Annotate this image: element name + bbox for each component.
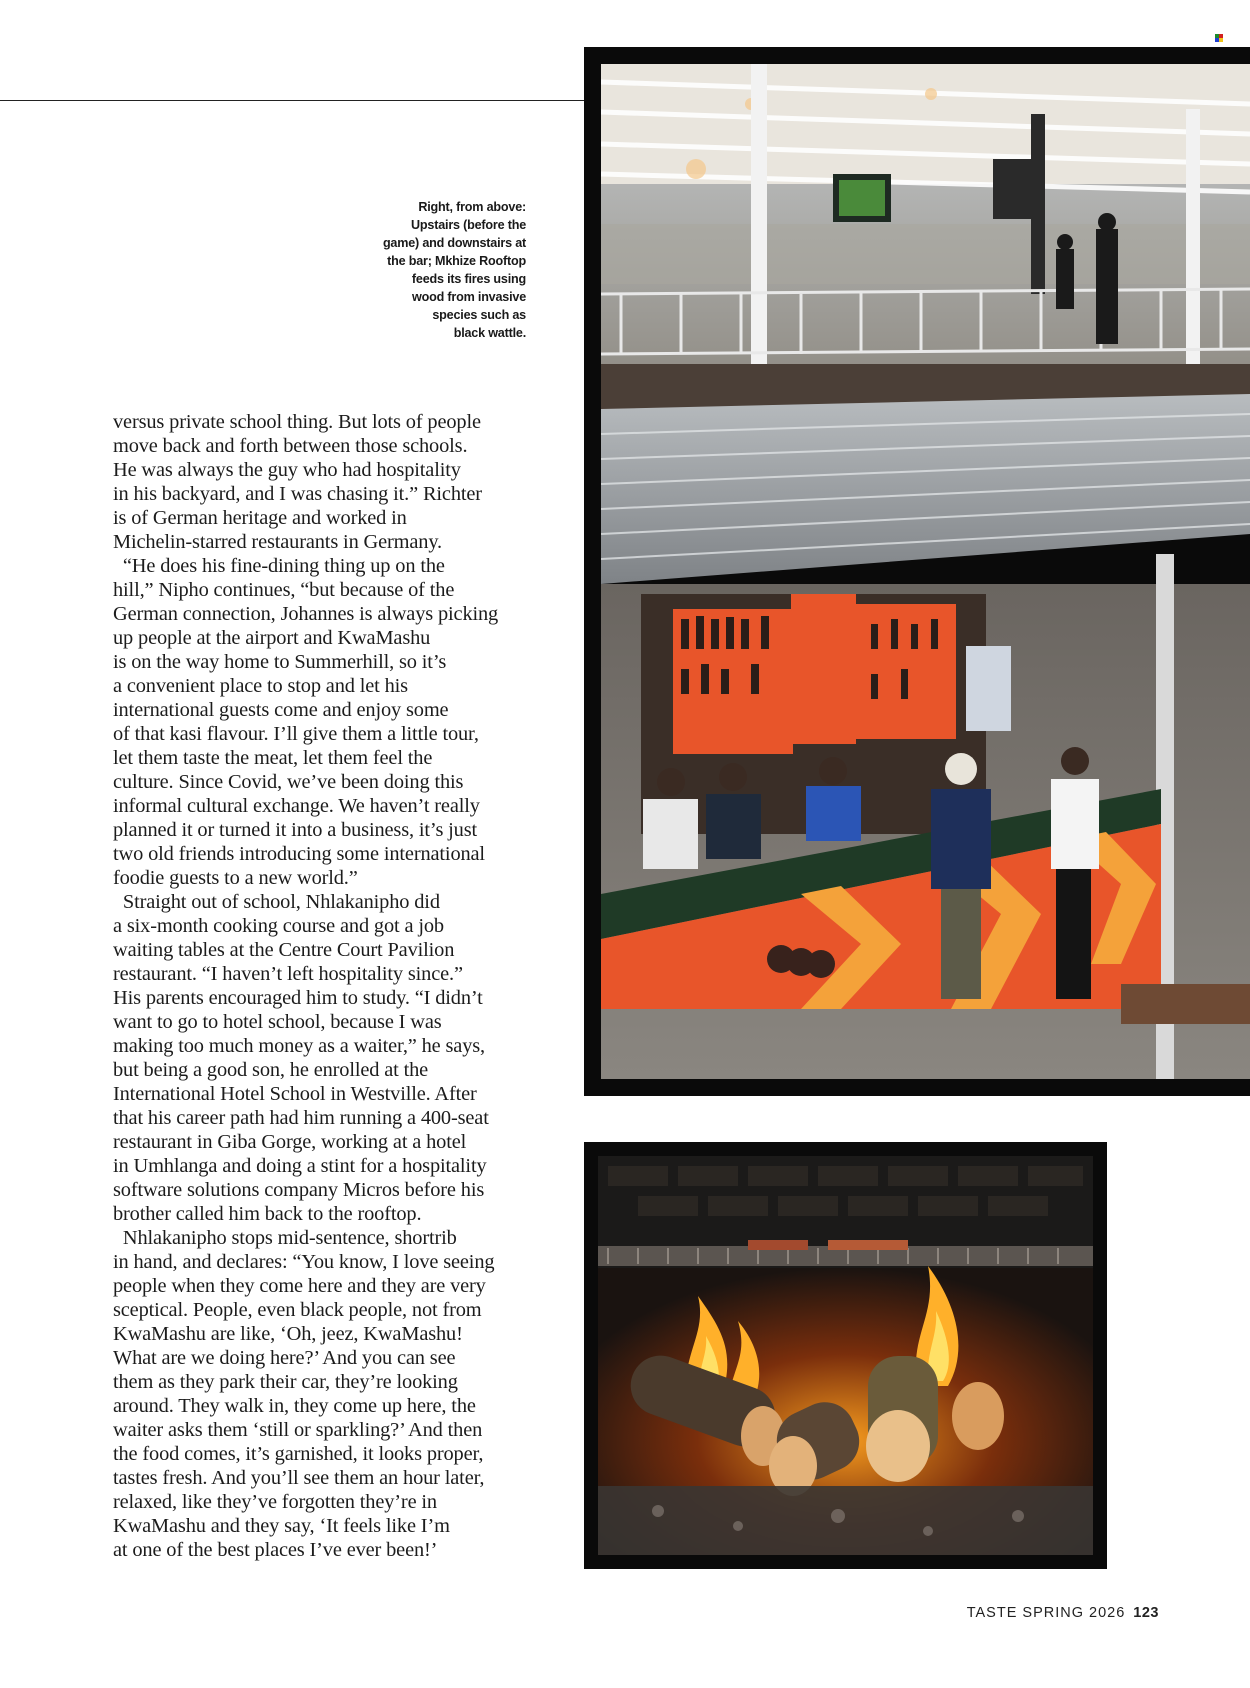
article-line: two old friends introducing some international (113, 843, 485, 865)
article-line: Straight out of school, Nhlakanipho did (113, 891, 440, 913)
article-line: move back and forth between those schools. (113, 435, 468, 457)
article-line: is of German heritage and worked in (113, 507, 407, 529)
article-line: culture. Since Covid, we’ve been doing this (113, 771, 464, 793)
article-line: German connection, Johannes is always picking (113, 603, 499, 625)
article-line: tastes fresh. And you’ll see them an hour later, (113, 1467, 485, 1489)
rooftop-bar-photo (584, 47, 1250, 1096)
article-line: at one of the best places I’ve ever been!’ (113, 1539, 438, 1561)
article-line: informal cultural exchange. We haven’t really (113, 795, 480, 817)
fire-pit-photo (584, 1142, 1107, 1569)
article-line: in his backyard, and I was chasing it.” Richter (113, 483, 482, 505)
article-line: waiting tables at the Centre Court Pavilion (113, 939, 455, 961)
article-line: brother called him back to the rooftop. (113, 1203, 422, 1225)
caption-line: black wattle. (453, 326, 526, 340)
article-line: restaurant. “I haven’t left hospitality since.” (113, 963, 463, 985)
caption-line: feeds its fires using (411, 272, 526, 286)
article-body (113, 410, 533, 1562)
article-line: the food comes, it’s garnished, it looks proper, (113, 1443, 484, 1465)
article-line: of that kasi flavour. I’ll give them a little tour, (113, 723, 479, 745)
article-line: let them taste the meat, let them feel the (113, 747, 433, 769)
article-line: He was always the guy who had hospitality (113, 459, 461, 481)
article-line: restaurant in Giba Gorge, working at a hotel (113, 1131, 467, 1153)
article-line: them as they park their car, they’re looking (113, 1371, 458, 1393)
top-rule (0, 100, 584, 101)
article-line: versus private school thing. But lots of people (113, 411, 481, 433)
caption-line: wood from invasive (412, 290, 526, 304)
article-line: foodie guests to a new world.” (113, 867, 358, 889)
article-line: making too much money as a waiter,” he says, (113, 1035, 485, 1057)
article-line: “He does his fine-dining thing up on the (113, 555, 445, 577)
article-line: software solutions company Micros before his (113, 1179, 485, 1201)
caption-line: Right, from above: (418, 200, 526, 214)
fire-pit-illustration (598, 1156, 1093, 1555)
article-line: sceptical. People, even black people, not from (113, 1299, 482, 1321)
registration-mark (1215, 34, 1223, 42)
article-line: International Hotel School in Westville. After (113, 1083, 477, 1105)
article-line: KwaMashu are like, ‘Oh, jeez, KwaMashu! (113, 1323, 463, 1345)
photo-caption (360, 198, 526, 342)
article-line: a six-month cooking course and got a job (113, 915, 444, 937)
caption-line: Upstairs (before the (411, 218, 526, 232)
page-footer (967, 1605, 1159, 1621)
article-line: in hand, and declares: “You know, I love seeing (113, 1251, 495, 1273)
article-line: international guests come and enjoy some (113, 699, 449, 721)
caption-line: species such as (432, 308, 526, 322)
article-line: in Umhlanga and doing a stint for a hospitality (113, 1155, 487, 1177)
rooftop-bar-illustration (601, 64, 1250, 1079)
article-line: hill,” Nipho continues, “but because of the (113, 579, 455, 601)
magazine-issue: TASTE SPRING 2026 (966, 1605, 1126, 1621)
article-line: waiter asks them ‘still or sparkling?’ And then (113, 1419, 483, 1441)
article-line: up people at the airport and KwaMashu (113, 627, 431, 649)
article-line: KwaMashu and they say, ‘It feels like I’m (113, 1515, 450, 1537)
article-line: Michelin-starred restaurants in Germany. (113, 531, 443, 553)
article-line: planned it or turned it into a business, it’s just (113, 819, 478, 841)
article-line: that his career path had him running a 400-seat (113, 1107, 489, 1129)
article-line: is on the way home to Summerhill, so it’s (113, 651, 447, 673)
caption-line: game) and downstairs at (382, 236, 526, 250)
page-number: 123 (1133, 1605, 1159, 1621)
article-line: a convenient place to stop and let his (113, 675, 408, 697)
article-line: people when they come here and they are very (113, 1275, 486, 1297)
article-line: want to go to hotel school, because I was (113, 1011, 442, 1033)
article-line: Nhlakanipho stops mid-sentence, shortrib (113, 1227, 457, 1249)
article-line: relaxed, like they’ve forgotten they’re in (113, 1491, 437, 1513)
article-line: but being a good son, he enrolled at the (113, 1059, 429, 1081)
article-line: around. They walk in, they come up here, the (113, 1395, 476, 1417)
article-line: His parents encouraged him to study. “I didn’t (113, 987, 483, 1009)
caption-line: the bar; Mkhize Rooftop (387, 254, 526, 268)
article-line: What are we doing here?’ And you can see (113, 1347, 456, 1369)
